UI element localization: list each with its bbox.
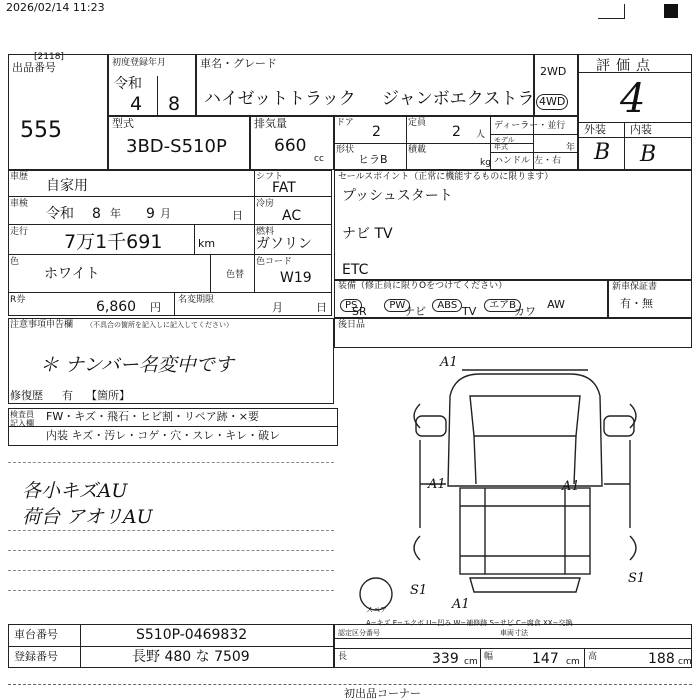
colorcode-value: W19 — [280, 270, 312, 286]
dealer-label: ディーラー・並行 — [494, 121, 566, 131]
lot-number: 555 — [20, 118, 62, 143]
equip-aw: AW — [547, 298, 565, 311]
color-label: 色 — [10, 257, 20, 267]
damage-legend: A−キズ E−エクボ U−凹み W−補修跡 S−サビ C−腐食 XX−交換 — [366, 619, 573, 627]
divider — [157, 76, 158, 116]
damage-mark-right: A1 — [562, 479, 580, 494]
steering-value: 左・右 — [534, 156, 562, 166]
plate-label: 登録番号 — [14, 650, 58, 663]
repair-suffix: 【箇所】 — [86, 389, 130, 402]
divider — [194, 224, 195, 254]
footer-text: 初出品コーナー — [344, 687, 421, 700]
cert-label: 認定区分番号 — [338, 629, 380, 637]
divider — [254, 170, 255, 292]
ext-label: 外装 — [584, 123, 606, 136]
plate-number: 長野 480 な 7509 — [132, 649, 250, 665]
capacity-unit: 人 — [476, 130, 486, 140]
ext-grade: B — [594, 140, 611, 165]
equip-tv: TV — [462, 305, 477, 318]
inspector-int-line: 内装 キズ・汚レ・コゲ・穴・スレ・キレ・破レ — [46, 429, 281, 442]
post-fit-box — [334, 318, 692, 348]
shift-label: シフト — [256, 172, 284, 182]
shape-label: 形状 — [336, 145, 355, 155]
wid-value: 147 — [532, 651, 559, 667]
tax-label: 名変期限 — [178, 295, 215, 305]
colorcode-label: 色コード — [256, 257, 293, 267]
rule — [8, 530, 334, 531]
lot-code: [2118] — [34, 52, 64, 62]
model-year-unit: 年 — [566, 143, 576, 153]
steering-label: ハンドル — [494, 156, 531, 166]
registration-mark — [664, 4, 678, 18]
inspector-label: 検査員記入欄 — [10, 410, 34, 428]
displacement-label: 排気量 — [254, 117, 287, 130]
print-timestamp: 2026/02/14 11:23 — [6, 1, 105, 14]
model-name: ハイゼットトラック — [204, 89, 356, 109]
chassis-label: 車台番号 — [14, 628, 58, 641]
damage-mark-left-rear: S1 — [410, 583, 428, 598]
recycle-value: 6,860 — [96, 299, 137, 315]
spare-label: スペア — [366, 606, 387, 614]
capacity-label: 定員 — [408, 118, 427, 128]
damage-mark-front: A1 — [440, 355, 458, 370]
divider — [8, 426, 338, 427]
inspection-label: 車検 — [10, 199, 29, 209]
inspection-year-unit: 年 — [110, 207, 121, 220]
inspection-year: 8 — [92, 206, 101, 222]
hei-value: 188 — [648, 651, 675, 667]
score-label: 評価点 — [596, 58, 656, 74]
lot-label: 出品番号 — [12, 61, 56, 74]
mileage-value: 7万1千691 — [64, 231, 163, 253]
divider — [80, 624, 81, 668]
crop-mark — [598, 4, 625, 19]
equip-navi: ナビ — [404, 305, 426, 318]
fuel-label: 燃料 — [256, 227, 275, 237]
hei-unit: cm — [678, 657, 692, 667]
shift-value: FAT — [272, 180, 296, 196]
color-value: ホワイト — [44, 266, 100, 282]
capacity-value: 2 — [452, 124, 461, 140]
inspection-month: 9 — [146, 206, 155, 222]
first-reg-era: 令和 — [114, 76, 142, 92]
first-reg-label: 初度登録年月 — [112, 58, 167, 68]
divider — [8, 224, 332, 225]
divider — [406, 143, 407, 170]
equip-sr: SR — [352, 305, 367, 318]
divider — [8, 254, 332, 255]
chassis-number: S510P-0469832 — [136, 627, 248, 643]
wid-label: 幅 — [484, 652, 494, 662]
type-label: 型式 — [112, 117, 134, 130]
doors-value: 2 — [372, 124, 381, 140]
inspection-era: 令和 — [46, 206, 74, 222]
sales-points-label: セールスポイント（正常に機能するものに限ります） — [338, 172, 554, 182]
repair-label: 修復歴 — [10, 389, 43, 402]
damage-mark-left: A1 — [428, 477, 446, 492]
notes-handwritten: ＊ ナンバー名変中です — [40, 354, 234, 376]
len-label: 長 — [338, 652, 348, 662]
car-diagram — [366, 355, 670, 616]
hand-note-2: 荷台 アオリAU — [22, 506, 153, 528]
first-reg-year: 4 — [130, 93, 143, 115]
divider — [490, 152, 578, 153]
mileage-unit: km — [198, 237, 216, 250]
hei-label: 高 — [588, 652, 598, 662]
divider — [334, 648, 692, 649]
tax-day: 日 — [316, 301, 327, 314]
damage-mark-right-rear: S1 — [628, 571, 646, 586]
divider — [578, 137, 692, 138]
rule — [8, 462, 334, 463]
equip-leather: カワ — [514, 305, 536, 318]
divider — [174, 292, 175, 316]
sales-point-3: ETC — [342, 262, 369, 278]
divider — [8, 196, 332, 197]
model-grade: ジャンボエクストラ — [382, 89, 535, 109]
tax-month: 月 — [272, 301, 283, 314]
notes-label: 注意事項申告欄 — [10, 320, 74, 330]
len-unit: cm — [464, 657, 478, 667]
int-label: 内装 — [630, 123, 652, 136]
recycle-label: R券 — [10, 295, 26, 305]
notes-sublabel: （不具合の箇所を記入しに記入してください） — [86, 321, 233, 329]
hand-note-1: 各小キズAU — [22, 480, 128, 502]
sales-point-2: ナビ TV — [342, 226, 393, 242]
divider — [334, 638, 692, 639]
divider — [578, 72, 692, 73]
doors-label: ドア — [336, 118, 354, 128]
divider — [584, 648, 585, 668]
inspection-day-unit: 日 — [232, 209, 243, 222]
color-change-label: 色替 — [226, 270, 245, 280]
wid-unit: cm — [566, 657, 580, 667]
recycle-unit: 円 — [150, 301, 161, 314]
mileage-label: 走行 — [10, 227, 29, 237]
equip-pw: PW — [384, 299, 410, 312]
damage-mark-rear: A1 — [452, 597, 470, 612]
model-year-label: モデル年式 — [494, 136, 515, 151]
displacement-unit: cc — [314, 154, 324, 164]
divider — [406, 116, 407, 143]
displacement-value: 660 — [274, 136, 307, 156]
warranty-label: 新車保証書 — [612, 282, 658, 292]
equip-ps: PS — [340, 299, 362, 312]
equip-abs: ABS — [432, 299, 462, 312]
usage-value: 自家用 — [46, 178, 88, 194]
drive-4wd: 4WD — [536, 94, 568, 110]
rule — [8, 684, 692, 685]
score-value: 4 — [620, 76, 646, 122]
repair-value: 有 — [62, 389, 73, 402]
int-grade: B — [640, 142, 657, 167]
sales-point-1: プッシュスタート — [342, 188, 453, 204]
model-label: 車名・グレード — [200, 57, 277, 70]
aircon-label: 冷房 — [256, 199, 275, 209]
usage-label: 車歴 — [10, 172, 29, 182]
post-fit-label: 後日品 — [338, 320, 366, 330]
rule — [8, 550, 334, 551]
load-label: 積載 — [408, 145, 427, 155]
inspection-month-unit: 月 — [160, 207, 171, 220]
divider — [480, 648, 481, 668]
inspector-ext-line: FW・キズ・飛石・ヒビ割・リペア跡・×要 — [46, 410, 259, 423]
type-code: 3BD-S510P — [126, 136, 227, 157]
divider — [8, 292, 332, 293]
drive-2wd: 2WD — [540, 65, 567, 78]
shape-value: ヒラB — [358, 153, 388, 166]
len-value: 339 — [432, 651, 459, 667]
warranty-value: 有・無 — [620, 297, 653, 310]
divider — [624, 122, 625, 170]
divider — [8, 646, 334, 647]
first-reg-month: 8 — [168, 93, 181, 115]
divider — [490, 134, 578, 135]
equip-airbag: エアB — [484, 299, 521, 312]
fuel-value: ガソリン — [256, 236, 312, 252]
equipment-label: 装備（修正員に限りOをつけてください） — [338, 281, 508, 291]
rule — [8, 570, 334, 571]
load-unit: kg — [480, 158, 491, 168]
sales-points-box — [334, 170, 692, 280]
aircon-value: AC — [282, 208, 302, 224]
rule — [8, 590, 334, 591]
dims-label: 車両寸法 — [500, 629, 528, 637]
divider — [210, 254, 211, 292]
